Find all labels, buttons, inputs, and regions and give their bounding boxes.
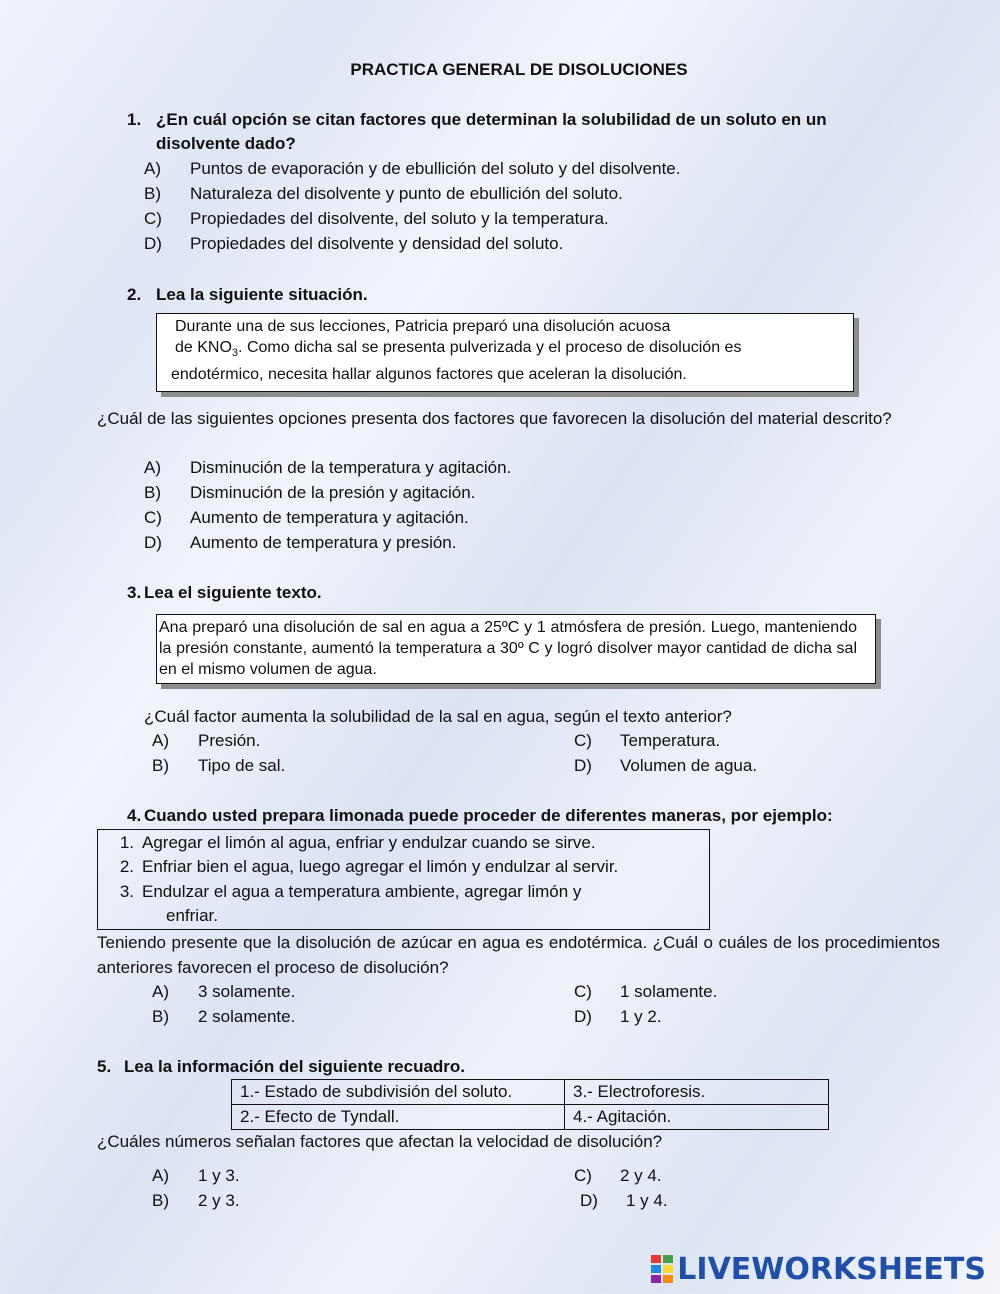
q2-situation-box: [156, 313, 854, 392]
q2-number: 2.: [127, 285, 142, 304]
q4-step-3-cont: enfriar.: [166, 906, 218, 925]
q3-box-text: Ana preparó una disolución de sal en agua a 25ºC y 1 atmósfera de presión. Luego, manteniendo la presión constante, aumentó la temperatura a 30º C y logró disolver mayor cantidad de dicha sal en el mismo volumen de agua.: [159, 619, 857, 678]
table-cell: 4.- Agitación.: [565, 1105, 829, 1130]
q1-option-a[interactable]: A) Puntos de evaporación y de ebullición del soluto y del disolvente.: [144, 159, 681, 178]
q3-number: 3.: [127, 583, 142, 602]
q1-option-c[interactable]: C) Propiedades del disolvente, del soluto y la temperatura.: [144, 209, 609, 228]
q4-heading: Cuando usted prepara limonada puede proceder de diferentes maneras, por ejemplo:: [144, 806, 833, 825]
q5-option-c[interactable]: C) 2 y 4.: [574, 1166, 662, 1185]
q5-heading: Lea la información del siguiente recuadro.: [124, 1057, 466, 1076]
q1-number: 1.: [127, 110, 142, 129]
q2-option-b[interactable]: B) Disminución de la presión y agitación.: [144, 483, 476, 502]
q5-question: ¿Cuáles números señalan factores que afectan la velocidad de disolución?: [97, 1132, 663, 1151]
q2-heading: Lea la siguiente situación.: [156, 285, 368, 304]
q4-step-2: 2. Enfriar bien el agua, luego agregar el limón y endulzar al servir.: [119, 857, 619, 876]
q4-steps-box: [97, 829, 710, 930]
q1-option-d[interactable]: D) Propiedades del disolvente y densidad del soluto.: [144, 234, 564, 253]
q3-question: ¿Cuál factor aumenta la solubilidad de la sal en agua, según el texto anterior?: [144, 707, 732, 726]
q3-text-box: [156, 614, 876, 684]
q2-option-d[interactable]: D) Aumento de temperatura y presión.: [144, 533, 457, 552]
q3-heading: Lea el siguiente texto.: [144, 583, 322, 602]
q4-step-1: 1. Agregar el limón al agua, enfriar y endulzar cuando se sirve.: [119, 833, 596, 852]
logo-text: LIVEWORKSHEETS: [677, 1251, 986, 1287]
logo-squares-icon: [651, 1255, 673, 1283]
q1-stem-line1: ¿En cuál opción se citan factores que determinan la solubilidad de un soluto en un: [156, 110, 827, 129]
q5-number: 5.: [97, 1057, 112, 1076]
q3-option-c[interactable]: C) Temperatura.: [574, 731, 721, 750]
q5-option-a[interactable]: A) 1 y 3.: [152, 1166, 240, 1185]
table-cell: 2.- Efecto de Tyndall.: [232, 1105, 565, 1130]
q1-option-b[interactable]: B) Naturaleza del disolvente y punto de ebullición del soluto.: [144, 184, 623, 203]
q2-box-line3: endotérmico, necesita hallar algunos factores que aceleran la disolución.: [171, 366, 687, 384]
q3-option-a[interactable]: A) Presión.: [152, 731, 261, 750]
q4-option-b[interactable]: B) 2 solamente.: [152, 1007, 296, 1026]
table-cell: 1.- Estado de subdivisión del soluto.: [232, 1080, 565, 1105]
q5-option-b[interactable]: B) 2 y 3.: [152, 1191, 240, 1210]
q3-option-d[interactable]: D) Volumen de agua.: [574, 756, 758, 775]
page-title: PRACTICA GENERAL DE DISOLUCIONES: [350, 60, 688, 79]
q2-box-line1: Durante una de sus lecciones, Patricia preparó una disolución acuosa: [175, 318, 671, 335]
q2-box-line2: de $KNO_3$. Como dicha sal se presenta pulverizada y el proceso de disolución es: [175, 339, 742, 360]
q2-option-c[interactable]: C) Aumento de temperatura y agitación.: [144, 508, 469, 527]
q4-option-a[interactable]: A) 3 solamente.: [152, 982, 296, 1001]
q5-option-d[interactable]: D) 1 y 4.: [580, 1191, 668, 1210]
q4-option-d[interactable]: D) 1 y 2.: [574, 1007, 662, 1026]
q4-question: Teniendo presente que la disolución de azúcar en agua es endotérmica. ¿Cuál o cuáles de los procedimientos anteriores favorecen el proceso de disolución?: [97, 933, 940, 977]
q4-step-3: 3. Endulzar el agua a temperatura ambiente, agregar limón y: [119, 882, 582, 901]
q2-question: ¿Cuál de las siguientes opciones presenta dos factores que favorecen la disolución del material descrito?: [97, 409, 892, 428]
q5-info-table: [231, 1079, 829, 1130]
q1-stem-line2: disolvente dado?: [156, 134, 296, 153]
table-row: [232, 1080, 829, 1105]
table-cell: 3.- Electroforesis.: [565, 1080, 829, 1105]
liveworksheets-logo: [651, 1251, 986, 1287]
q4-number: 4.: [127, 806, 142, 825]
q4-option-c[interactable]: C) 1 solamente.: [574, 982, 718, 1001]
q2-option-a[interactable]: A) Disminución de la temperatura y agitación.: [144, 458, 512, 477]
table-row: [232, 1105, 829, 1130]
q3-option-b[interactable]: B) Tipo de sal.: [152, 756, 286, 775]
